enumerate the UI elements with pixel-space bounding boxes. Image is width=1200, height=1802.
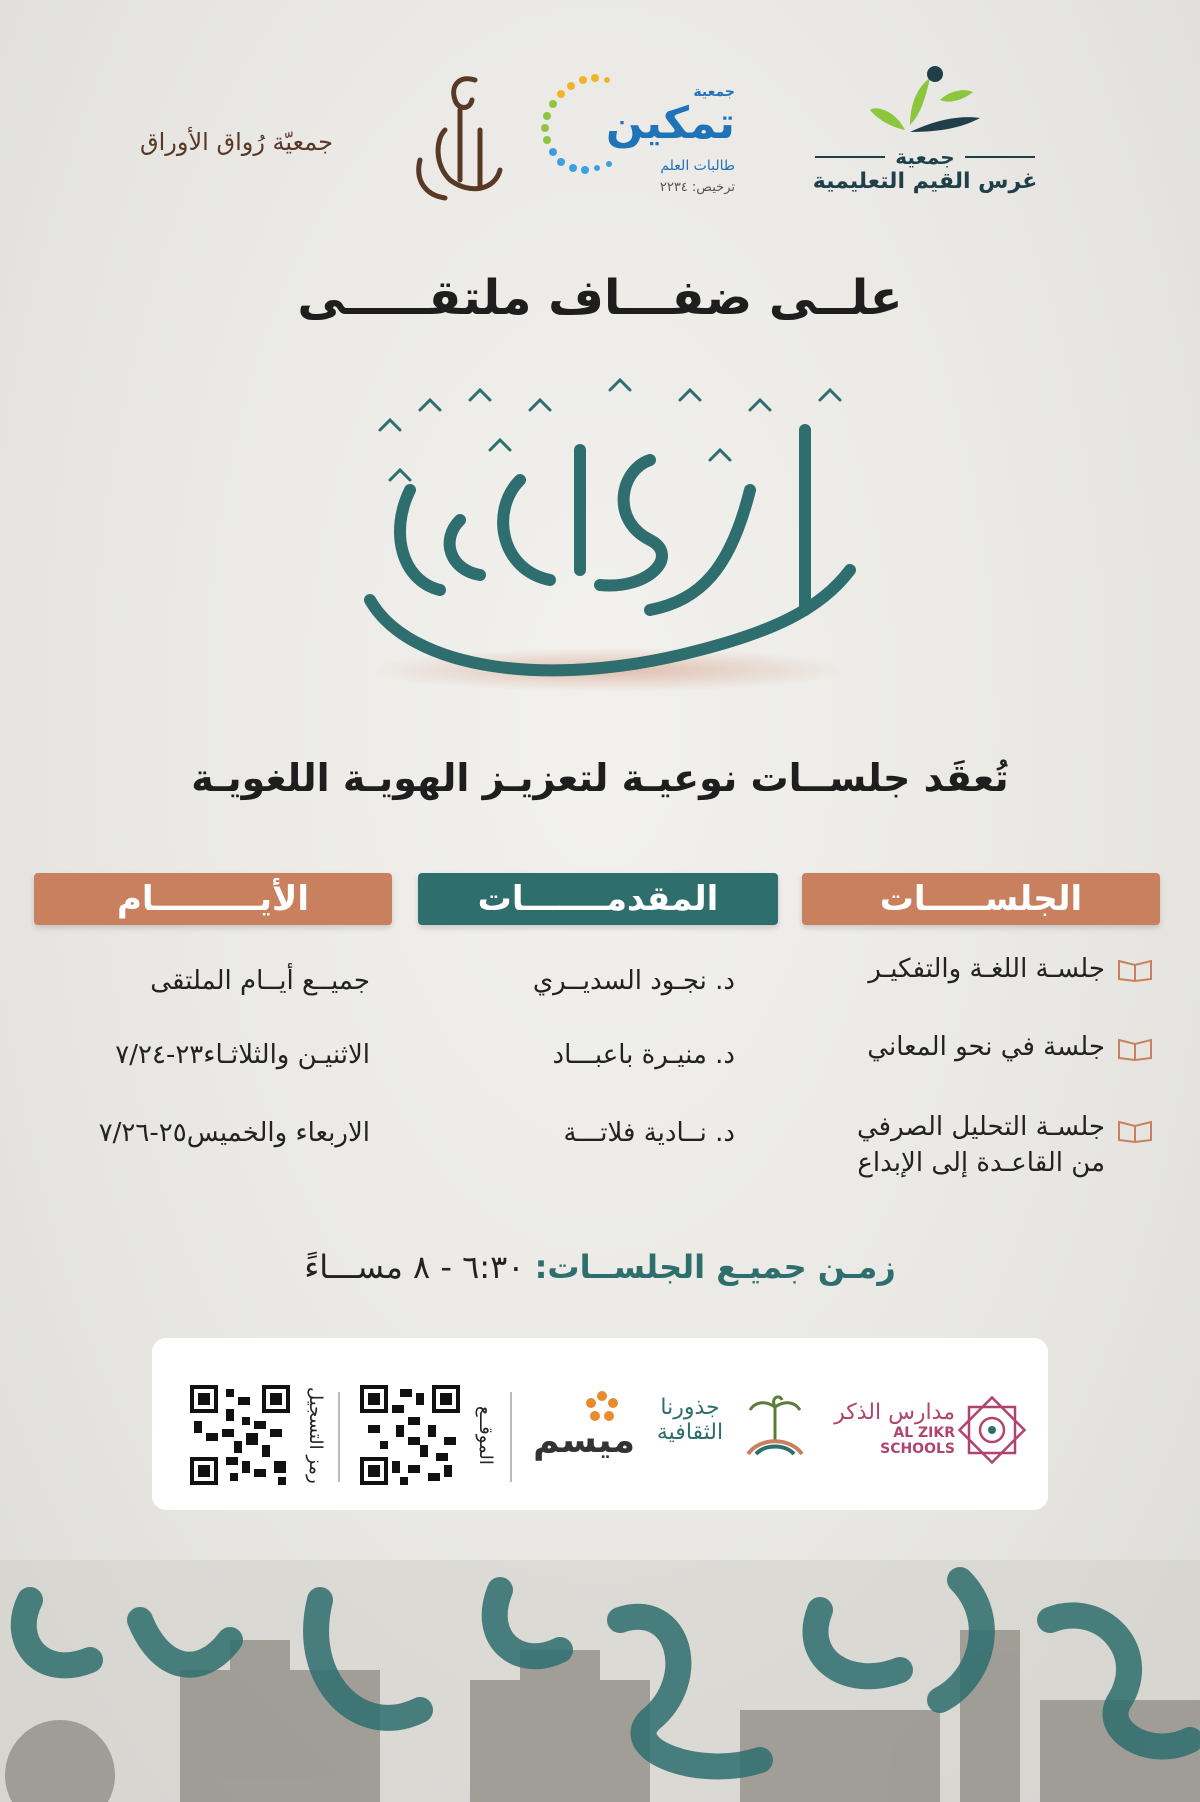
palm-icon [740, 1392, 810, 1462]
star-emblem-icon [955, 1393, 1029, 1467]
book-icon [1115, 1118, 1155, 1144]
qr-code-icon[interactable] [190, 1385, 290, 1485]
zikr-logo [815, 1400, 955, 1457]
decorative-skyline [0, 1560, 1200, 1802]
zikr-english: AL ZIKR SCHOOLS [880, 1425, 955, 1457]
flower-icon [585, 1390, 619, 1424]
presenter-3: د. نــادية فلاتـــة [563, 1118, 735, 1148]
day-2: الاثنيـن والثلاثـاء٢٣-٧/٢٤ [115, 1040, 370, 1070]
day-3: الاربعاء والخميس٢٥-٧/٢٦ [98, 1118, 370, 1148]
presenter-2: د. منيـرة باعبـــاد [552, 1040, 735, 1070]
judhoor-line1: جذورنا [660, 1395, 720, 1420]
register-label: رمز التسجيل [305, 1386, 326, 1484]
presenter-1: د. نجـود السديــري [532, 966, 735, 996]
event-subtitle: علــى ضفـــاف ملتقـــــى [297, 270, 903, 326]
day-1: جميــع أيــام الملتقى [150, 966, 370, 996]
judhoor-logo [645, 1395, 735, 1445]
session-time-value: ٦:٣٠ - ٨ مســـاءً [304, 1248, 525, 1286]
session-time [0, 1248, 1200, 1286]
tamkeen-sub: طالبات العلم [660, 158, 735, 174]
maysam-text: ميسم [533, 1420, 635, 1461]
rawaq-logo [140, 70, 510, 210]
event-tagline: تُعقَد جلســات نوعيـة لتعزيـز الهويـة اللغويـة [191, 756, 1009, 800]
judhoor-line2: الثقافية [656, 1420, 724, 1445]
calligraphy-logo-icon [400, 70, 510, 210]
divider [510, 1392, 512, 1482]
days-header: الأيـــــــــام [34, 873, 392, 925]
session-2: جلسة في نحو المعاني [867, 1032, 1105, 1062]
session-time-label: زمـن جميـع الجلســات: [534, 1248, 896, 1286]
sprout-logo-icon [865, 60, 985, 145]
gars-alqiyam-logo [800, 60, 1050, 230]
qr-code-icon[interactable] [360, 1385, 460, 1485]
book-icon [1115, 1036, 1155, 1062]
session-3-line2: من القاعـدة إلى الإبداع [857, 1148, 1105, 1178]
session-1: جلسـة اللغـة والتفكيـر [868, 954, 1105, 984]
zikr-arabic: مدارس الذكر [834, 1400, 955, 1425]
calligraphy-title-art [350, 370, 870, 700]
tamkeen-logo [535, 70, 755, 210]
tamkeen-license: ترخيص: ٢٢٣٤ [659, 180, 735, 195]
book-icon [1115, 957, 1155, 983]
presenters-header: المقدمـــــــات [418, 873, 778, 925]
sessions-header: الجلســـــات [802, 873, 1160, 925]
session-3: جلسـة التحليل الصرفي [856, 1112, 1105, 1142]
maysam-logo [535, 1390, 635, 1470]
tamkeen-assoc: جمعية [693, 84, 735, 100]
tamkeen-name: تمكين [605, 98, 735, 149]
divider [338, 1392, 340, 1482]
gars-org: جمعية [895, 145, 955, 169]
gars-name: غرس القيم التعليمية [812, 169, 1038, 194]
rawaq-name: جمعيّة رُواق الأوراق [140, 128, 333, 156]
location-label: الموقــع [475, 1405, 496, 1465]
